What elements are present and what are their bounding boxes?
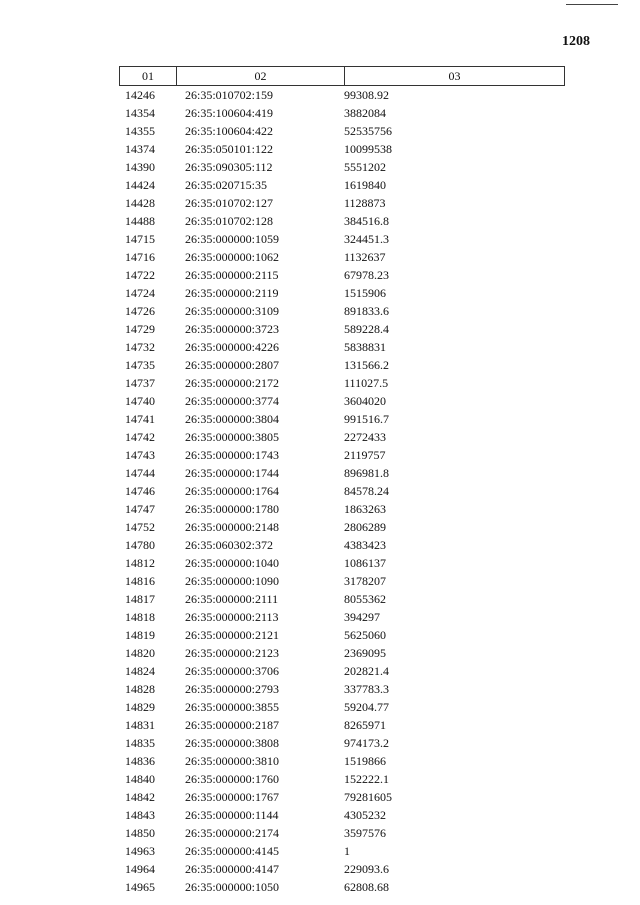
header-col-02: 02	[177, 67, 345, 85]
cell-cadastral-number: 26:35:000000:1050	[185, 880, 280, 894]
cell-id: 14354	[125, 106, 155, 120]
cell-id: 14812	[125, 556, 155, 570]
cell-id: 14737	[125, 376, 155, 390]
cell-id: 14965	[125, 880, 155, 894]
cell-value: 99308.92	[344, 88, 389, 102]
table-row	[119, 536, 565, 554]
cell-cadastral-number: 26:35:090305:112	[185, 160, 273, 174]
cell-cadastral-number: 26:35:060302:372	[185, 538, 274, 552]
cell-cadastral-number: 26:35:000000:3805	[185, 430, 280, 444]
cell-cadastral-number: 26:35:000000:2172	[185, 376, 280, 390]
cell-cadastral-number: 26:35:000000:3808	[185, 736, 280, 750]
cell-cadastral-number: 26:35:000000:3810	[185, 754, 280, 768]
cell-value: 5551202	[344, 160, 386, 174]
cell-value: 62808.68	[344, 880, 389, 894]
cell-cadastral-number: 26:35:100604:422	[185, 124, 274, 138]
table-row	[119, 230, 565, 248]
table-row	[119, 356, 565, 374]
cell-value: 2119757	[344, 448, 386, 462]
cell-cadastral-number: 26:35:000000:1743	[185, 448, 280, 462]
cell-value: 202821.4	[344, 664, 389, 678]
cell-cadastral-number: 26:35:000000:3706	[185, 664, 280, 678]
cell-id: 14729	[125, 322, 155, 336]
cell-id: 14828	[125, 682, 155, 696]
table-row	[119, 248, 565, 266]
cell-cadastral-number: 26:35:000000:2121	[185, 628, 280, 642]
cell-value: 2272433	[344, 430, 386, 444]
table-row	[119, 104, 565, 122]
table-row	[119, 806, 565, 824]
cell-cadastral-number: 26:35:000000:2807	[185, 358, 280, 372]
cell-value: 8055362	[344, 592, 386, 606]
cell-value: 131566.2	[344, 358, 389, 372]
cell-cadastral-number: 26:35:000000:1040	[185, 556, 280, 570]
cell-value: 84578.24	[344, 484, 389, 498]
cell-value: 337783.3	[344, 682, 389, 696]
table-row	[119, 788, 565, 806]
cell-id: 14390	[125, 160, 155, 174]
cell-id: 14724	[125, 286, 155, 300]
cell-id: 14816	[125, 574, 155, 588]
cell-id: 14842	[125, 790, 155, 804]
cell-value: 79281605	[344, 790, 392, 804]
page-number: 1208	[562, 34, 590, 49]
table-row	[119, 860, 565, 878]
table-row	[119, 680, 565, 698]
table-row	[119, 518, 565, 536]
cell-value: 1619840	[344, 178, 386, 192]
cell-id: 14747	[125, 502, 155, 516]
cell-value: 589228.4	[344, 322, 389, 336]
cell-cadastral-number: 26:35:000000:2174	[185, 826, 280, 840]
cell-id: 14715	[125, 232, 155, 246]
table-header	[119, 66, 565, 86]
cell-cadastral-number: 26:35:000000:1767	[185, 790, 280, 804]
cell-id: 14744	[125, 466, 155, 480]
cell-id: 14824	[125, 664, 155, 678]
data-table	[119, 66, 565, 896]
cell-value: 2369095	[344, 646, 386, 660]
cell-cadastral-number: 26:35:000000:3855	[185, 700, 280, 714]
cell-cadastral-number: 26:35:000000:2793	[185, 682, 280, 696]
cell-id: 14817	[125, 592, 155, 606]
cell-id: 14818	[125, 610, 155, 624]
cell-value: 5625060	[344, 628, 386, 642]
cell-id: 14742	[125, 430, 155, 444]
cell-value: 384516.8	[344, 214, 389, 228]
table-row	[119, 482, 565, 500]
table-row	[119, 446, 565, 464]
cell-cadastral-number: 26:35:000000:1062	[185, 250, 280, 264]
cell-value: 3178207	[344, 574, 386, 588]
table-row	[119, 842, 565, 860]
cell-id: 14964	[125, 862, 155, 876]
cell-value: 1515906	[344, 286, 386, 300]
table-row	[119, 410, 565, 428]
cell-cadastral-number: 26:35:020715:35	[185, 178, 268, 192]
cell-cadastral-number: 26:35:000000:3723	[185, 322, 280, 336]
cell-id: 14741	[125, 412, 155, 426]
table-row	[119, 338, 565, 356]
cell-cadastral-number: 26:35:010702:128	[185, 214, 274, 228]
cell-cadastral-number: 26:35:000000:3774	[185, 394, 280, 408]
cell-value: 59204.77	[344, 700, 389, 714]
table-row	[119, 122, 565, 140]
cell-id: 14428	[125, 196, 155, 210]
cell-cadastral-number: 26:35:050101:122	[185, 142, 274, 156]
cell-id: 14819	[125, 628, 155, 642]
cell-cadastral-number: 26:35:000000:1760	[185, 772, 280, 786]
cell-value: 896981.8	[344, 466, 389, 480]
cell-value: 2806289	[344, 520, 386, 534]
cell-id: 14746	[125, 484, 155, 498]
table-row	[119, 302, 565, 320]
cell-cadastral-number: 26:35:010702:159	[185, 88, 274, 102]
cell-id: 14424	[125, 178, 155, 192]
cell-value: 111027.5	[344, 376, 389, 390]
cell-value: 67978.23	[344, 268, 389, 282]
table-row	[119, 428, 565, 446]
cell-cadastral-number: 26:35:000000:2113	[185, 610, 279, 624]
table-row	[119, 464, 565, 482]
table-row	[119, 752, 565, 770]
cell-id: 14835	[125, 736, 155, 750]
cell-id: 14820	[125, 646, 155, 660]
cell-value: 3597576	[344, 826, 386, 840]
cell-value: 991516.7	[344, 412, 389, 426]
table-row	[119, 284, 565, 302]
cell-cadastral-number: 26:35:000000:1059	[185, 232, 280, 246]
cell-id: 14726	[125, 304, 155, 318]
cell-value: 324451.3	[344, 232, 389, 246]
cell-value: 152222.1	[344, 772, 389, 786]
cell-value: 52535756	[344, 124, 392, 138]
cell-value: 974173.2	[344, 736, 389, 750]
cell-value: 10099538	[344, 142, 392, 156]
table-row	[119, 572, 565, 590]
cell-id: 14829	[125, 700, 155, 714]
cell-id: 14735	[125, 358, 155, 372]
table-row	[119, 662, 565, 680]
cell-cadastral-number: 26:35:000000:4226	[185, 340, 280, 354]
table-row	[119, 698, 565, 716]
cell-value: 1132637	[344, 250, 386, 264]
header-col-03: 03	[448, 69, 461, 83]
cell-cadastral-number: 26:35:000000:1090	[185, 574, 280, 588]
cell-value: 1519866	[344, 754, 386, 768]
cell-id: 14374	[125, 142, 155, 156]
table-row	[119, 644, 565, 662]
cell-value: 3604020	[344, 394, 386, 408]
table-row	[119, 626, 565, 644]
top-rule	[566, 4, 618, 5]
table-row	[119, 374, 565, 392]
table-row	[119, 158, 565, 176]
cell-cadastral-number: 26:35:000000:2187	[185, 718, 280, 732]
cell-id: 14836	[125, 754, 155, 768]
cell-id: 14831	[125, 718, 155, 732]
cell-cadastral-number: 26:35:000000:4147	[185, 862, 280, 876]
cell-id: 14743	[125, 448, 155, 462]
table-row	[119, 554, 565, 572]
cell-cadastral-number: 26:35:000000:4145	[185, 844, 280, 858]
cell-cadastral-number: 26:35:010702:127	[185, 196, 274, 210]
table-row	[119, 266, 565, 284]
cell-cadastral-number: 26:35:000000:2119	[185, 286, 279, 300]
table-row	[119, 320, 565, 338]
table-row	[119, 590, 565, 608]
cell-cadastral-number: 26:35:000000:2111	[185, 592, 279, 606]
cell-value: 1128873	[344, 196, 386, 210]
cell-value: 394297	[344, 610, 380, 624]
table-body	[119, 86, 565, 896]
table-row	[119, 770, 565, 788]
cell-cadastral-number: 26:35:000000:3109	[185, 304, 280, 318]
cell-value: 8265971	[344, 718, 386, 732]
cell-id: 14840	[125, 772, 155, 786]
cell-id: 14355	[125, 124, 155, 138]
cell-id: 14843	[125, 808, 155, 822]
table-row	[119, 878, 565, 896]
table-row	[119, 392, 565, 410]
cell-value: 1	[344, 844, 350, 858]
table-row	[119, 608, 565, 626]
cell-value: 5838831	[344, 340, 386, 354]
table-row	[119, 140, 565, 158]
table-row	[119, 86, 565, 104]
cell-id: 14246	[125, 88, 155, 102]
table-row	[119, 212, 565, 230]
cell-value: 4305232	[344, 808, 386, 822]
cell-id: 14722	[125, 268, 155, 282]
table-row	[119, 194, 565, 212]
cell-value: 229093.6	[344, 862, 389, 876]
cell-cadastral-number: 26:35:000000:2123	[185, 646, 280, 660]
cell-id: 14850	[125, 826, 155, 840]
cell-cadastral-number: 26:35:000000:3804	[185, 412, 280, 426]
cell-cadastral-number: 26:35:100604:419	[185, 106, 274, 120]
table-row	[119, 824, 565, 842]
cell-cadastral-number: 26:35:000000:1764	[185, 484, 280, 498]
cell-cadastral-number: 26:35:000000:1744	[185, 466, 280, 480]
table-row	[119, 716, 565, 734]
cell-id: 14716	[125, 250, 155, 264]
cell-id: 14752	[125, 520, 155, 534]
cell-cadastral-number: 26:35:000000:2148	[185, 520, 280, 534]
cell-value: 1086137	[344, 556, 386, 570]
cell-cadastral-number: 26:35:000000:1144	[185, 808, 279, 822]
cell-value: 1863263	[344, 502, 386, 516]
cell-cadastral-number: 26:35:000000:2115	[185, 268, 279, 282]
table-row	[119, 500, 565, 518]
table-row	[119, 176, 565, 194]
cell-id: 14780	[125, 538, 155, 552]
cell-id: 14488	[125, 214, 155, 228]
cell-value: 891833.6	[344, 304, 389, 318]
cell-id: 14732	[125, 340, 155, 354]
table-row	[119, 734, 565, 752]
cell-value: 4383423	[344, 538, 386, 552]
cell-id: 14740	[125, 394, 155, 408]
header-col-01: 01	[120, 67, 177, 85]
cell-value: 3882084	[344, 106, 386, 120]
cell-cadastral-number: 26:35:000000:1780	[185, 502, 280, 516]
cell-id: 14963	[125, 844, 155, 858]
